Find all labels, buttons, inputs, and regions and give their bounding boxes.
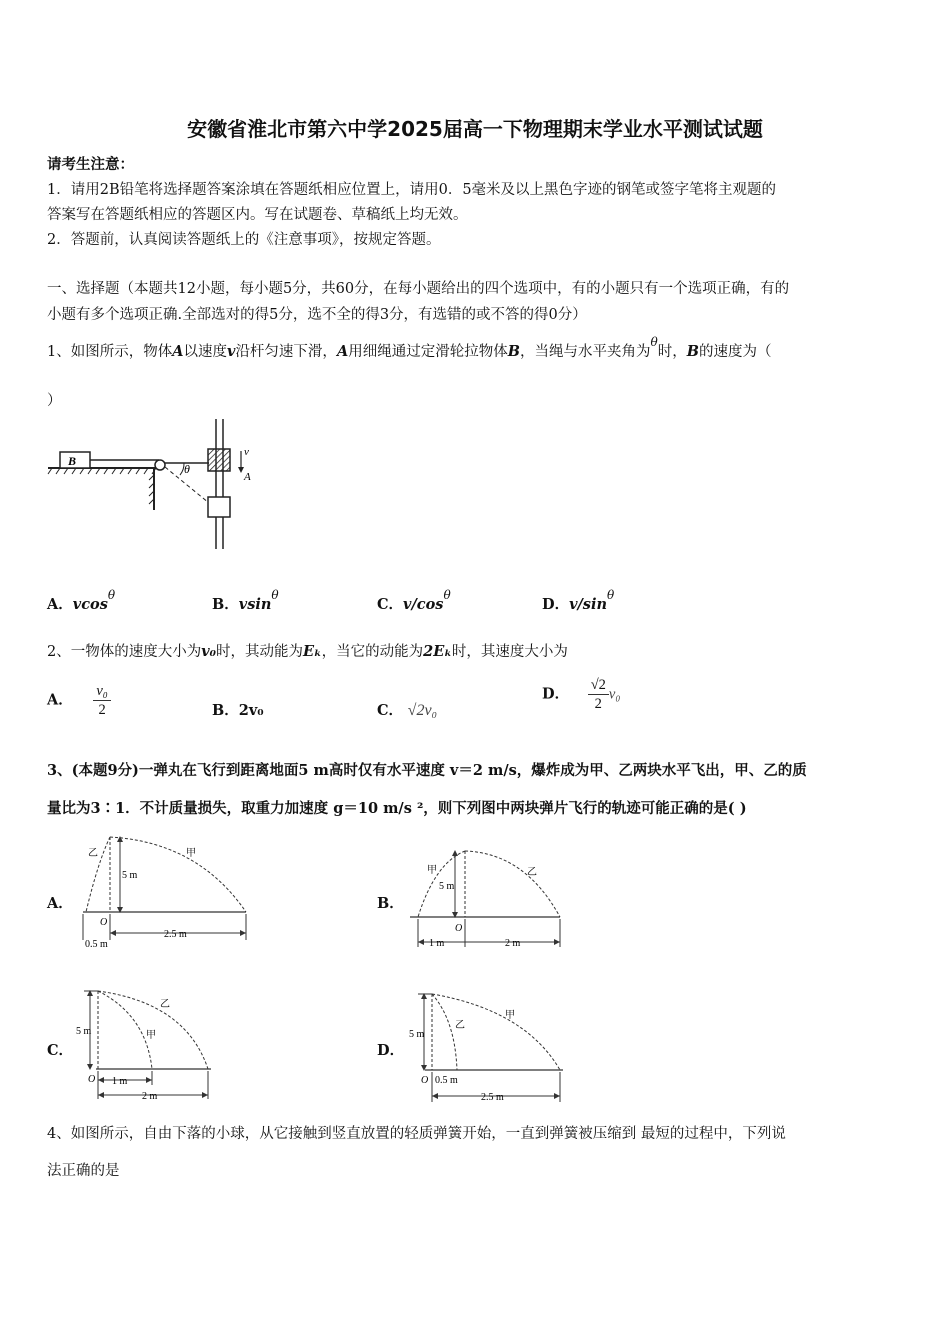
q1-option-b[interactable]: B．vsin$^\theta$ (212, 588, 279, 613)
svg-text:乙: 乙 (527, 867, 537, 878)
q1-option-c[interactable]: C．$v/\cos^\theta$ (377, 588, 451, 613)
q2-option-b[interactable]: B．2v₀ (212, 702, 264, 719)
fig-label-theta: θ (184, 462, 190, 476)
page-title: 安徽省淮北市第六中学2025届高一下物理期末学业水平测试试题 (187, 117, 763, 141)
fig-label-A: A (244, 471, 251, 483)
svg-text:2.5 m: 2.5 m (164, 929, 187, 940)
q2-option-c[interactable]: C． √2v₀ (377, 702, 438, 719)
q2-stem: 2、一物体的速度大小为v₀时，其动能为Eₖ，当它的动能为2Eₖ时，其速度大小为 (47, 643, 568, 660)
fig-label-v: v (244, 446, 249, 458)
svg-text:5 m: 5 m (409, 1029, 425, 1040)
q3-stem-line-2: 量比为3∶1．不计质量损失，取重力加速度 g＝10 m/s ²，则下列图中两块弹片飞行的轨迹可能正确的是( ) (47, 800, 747, 817)
svg-text:乙: 乙 (160, 999, 170, 1010)
svg-text:2 m: 2 m (142, 1091, 158, 1102)
notice-line-1: 1．请用2B铅笔将选择题答案涂填在答题纸相应位置上，请用0．5毫米及以上黑色字迹的钢笔或签字笔将主观题的 (47, 182, 777, 198)
q3-option-d-figure[interactable] (405, 990, 575, 1108)
svg-text:1 m: 1 m (112, 1076, 128, 1087)
svg-text:甲: 甲 (505, 1010, 515, 1021)
q1-option-d[interactable]: D．$v/\sin^\theta$ (542, 588, 615, 613)
q4-stem-line-1: 4、如图所示，自由下落的小球，从它接触到竖直放置的轻质弹簧开始，一直到弹簧被压缩到 最短的过程中，下列说 (47, 1126, 786, 1142)
q3-stem-line-1: 3、(本题9分)一弹丸在飞行到距离地面5 m高时仅有水平速度 v＝2 m/s，爆炸成为甲、乙两块水平飞出，甲、乙的质 (47, 762, 807, 779)
notice-line-1b: 答案写在答题纸相应的答题区内。写在试题卷、草稿纸上均无效。 (47, 207, 468, 223)
q3-option-a-figure[interactable] (78, 832, 258, 952)
q1-figure (44, 415, 274, 555)
svg-text:甲: 甲 (186, 848, 196, 859)
svg-text:5 m: 5 m (76, 1026, 92, 1037)
svg-text:O: O (100, 917, 108, 928)
q3-option-b-label[interactable]: B． (377, 895, 404, 912)
q3-option-b-figure[interactable] (405, 843, 570, 953)
svg-text:甲: 甲 (146, 1030, 156, 1041)
q1-close-paren: ） (47, 393, 62, 409)
svg-text:乙: 乙 (88, 848, 98, 859)
notice-line-2: 2．答题前，认真阅读答题纸上的《注意事项》，按规定答题。 (47, 232, 441, 248)
svg-text:1 m: 1 m (429, 938, 445, 949)
svg-text:2.5 m: 2.5 m (481, 1092, 504, 1103)
svg-text:0.5 m: 0.5 m (435, 1075, 458, 1086)
section1-line-1: 一、选择题（本题共12小题，每小题5分，共60分，在每小题给出的四个选项中，有的小题只有一个选项正确，有的 (47, 281, 790, 297)
q4-stem-line-2: 法正确的是 (47, 1163, 120, 1179)
q3-option-d-label[interactable]: D． (377, 1042, 405, 1059)
q3-option-a-label[interactable]: A． (47, 895, 73, 912)
q1-option-a[interactable]: A．vcos$^\theta$ (47, 588, 116, 613)
q1-stem: 1、如图所示，物体A以速度v沿杆匀速下滑，A用细绳通过定滑轮拉物体B，当绳与水平夹角为$^\theta$时，B的速度为（ (47, 335, 772, 360)
q3-option-c-figure[interactable] (76, 985, 226, 1103)
svg-text:5 m: 5 m (122, 870, 138, 881)
svg-text:2 m: 2 m (505, 938, 521, 949)
q3-option-c-label[interactable]: C． (47, 1042, 74, 1059)
notice-heading: 请考生注意： (47, 156, 134, 173)
section1-line-2: 小题有多个选项正确.全部选对的得5分，选不全的得3分，有选错的或不答的得0分） (47, 307, 587, 323)
fig-label-B: B (68, 454, 77, 468)
svg-text:甲: 甲 (427, 865, 437, 876)
q2-option-a[interactable]: A． $\frac{\text{v₀}}{2}$ (47, 682, 111, 719)
svg-text:5 m: 5 m (439, 881, 455, 892)
q2-option-d[interactable]: D． $\frac{√2}{2}$ v₀ (542, 677, 621, 712)
svg-text:O: O (421, 1075, 429, 1086)
svg-text:O: O (455, 923, 463, 934)
svg-text:乙: 乙 (455, 1020, 465, 1031)
svg-text:O: O (88, 1074, 96, 1085)
svg-text:0.5 m: 0.5 m (85, 939, 108, 950)
